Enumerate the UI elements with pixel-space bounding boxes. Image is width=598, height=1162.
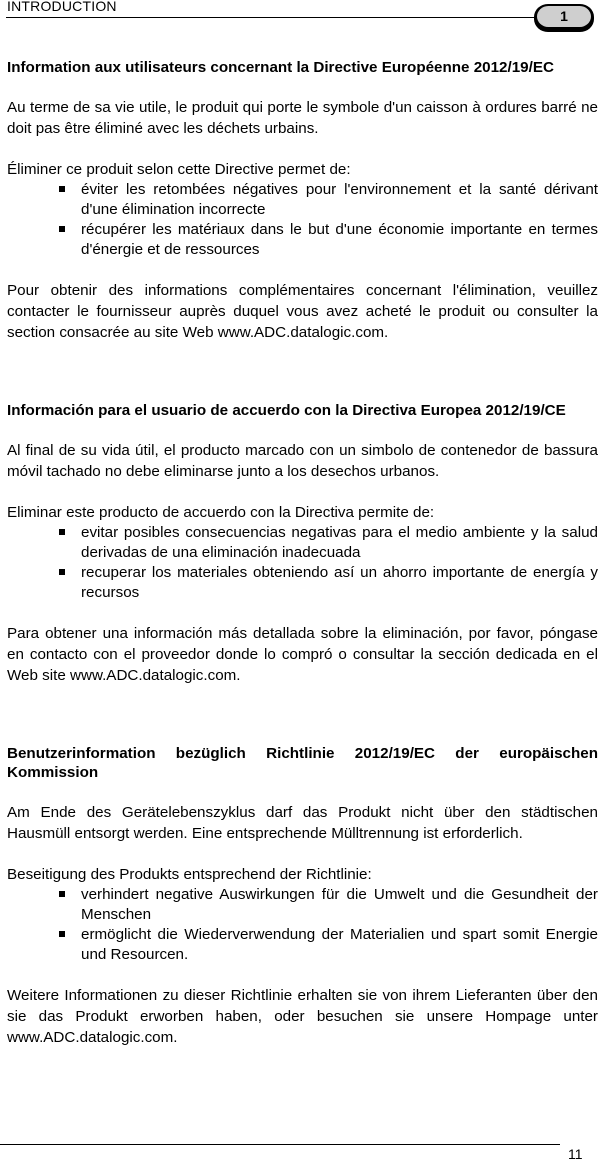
bullet-square-icon (59, 931, 65, 937)
section-german (7, 744, 598, 1048)
section-closing: Para obtener una información más detallada sobre la eliminación, por favor, póngase en contacto con el proveedor donde lo compró o consultar la sección dedicada en el Web site www.ADC.datalogic.com. (7, 625, 598, 684)
section-closing: Weitere Informationen zu dieser Richtlinie erhalten sie von ihrem Lieferanten über den sie das Produkt erworben haben, oder besuchen sie unsere Hompage unter www.ADC.datalogic.com. (7, 987, 598, 1046)
chapter-title: INTRODUCTION (7, 0, 117, 14)
bullet-list (7, 885, 598, 965)
page-number: 11 (568, 1146, 583, 1162)
section-heading: Benutzerinformation bezüglich Richtlinie 2012/19/EC der europäischen Kommission (7, 745, 598, 781)
header-divider (6, 17, 534, 18)
list-item: recuperar los materiales obteniendo así un ahorro importante de energía y recursos (7, 563, 598, 603)
list-item: evitar posibles consecuencias negativas para el medio ambiente y la salud derivadas de una eliminación inadecuada (7, 523, 598, 563)
bullet-square-icon (59, 529, 65, 535)
section-intro: Al final de su vida útil, el producto marcado con un simbolo de contenedor de bassura móvil tachado no debe eliminarse junto a los desechos urbanos. (7, 442, 598, 480)
bullet-square-icon (59, 569, 65, 575)
list-item: verhindert negative Auswirkungen für die Umwelt und die Gesundheit der Menschen (7, 885, 598, 925)
section-intro: Au terme de sa vie utile, le produit qui porte le symbole d'un caisson à ordures barré ne doit pas être éliminé avec les déchets urbains. (7, 99, 598, 137)
bullet-list (7, 523, 598, 603)
section-lead: Beseitigung des Produkts entsprechend der Richtlinie: (7, 866, 372, 883)
list-item: ermöglicht die Wiederverwendung der Materialien und spart somit Energie und Resourcen. (7, 925, 598, 965)
bullet-square-icon (59, 226, 65, 232)
bullet-list (7, 180, 598, 260)
section-heading: Information aux utilisateurs concernant la Directive Européenne 2012/19/EC (7, 59, 554, 76)
section-heading: Información para el usuario de accuerdo con la Directiva Europea 2012/19/CE (7, 402, 566, 419)
page-header (0, 0, 598, 34)
section-lead: Eliminar este producto de accuerdo con la Directiva permite de: (7, 504, 435, 521)
section-closing: Pour obtenir des informations complémentaires concernant l'élimination, veuillez contacter le fournisseur auprès duquel vous avez acheté le produit ou consulter la section consacrée au site Web www.ADC.datalogic.com. (7, 282, 598, 341)
list-item: éviter les retombées négatives pour l'environnement et la santé dérivant d'une élimination incorrecte (7, 180, 598, 220)
bullet-square-icon (59, 891, 65, 897)
footer-divider (0, 1144, 560, 1145)
chapter-number-badge (534, 4, 594, 32)
bullet-square-icon (59, 186, 65, 192)
section-french (7, 58, 598, 343)
section-spanish (7, 401, 598, 686)
page-content (7, 58, 598, 1106)
list-item: récupérer les matériaux dans le but d'une économie importante en termes d'énergie et de ressources (7, 220, 598, 260)
chapter-number: 1 (560, 8, 568, 24)
section-lead: Éliminer ce produit selon cette Directive permet de: (7, 161, 351, 178)
section-intro: Am Ende des Gerätelebenszyklus darf das Produkt nicht über den städtischen Hausmüll entsorgt werden. Eine entsprechende Mülltrennung ist erforderlich. (7, 804, 598, 842)
